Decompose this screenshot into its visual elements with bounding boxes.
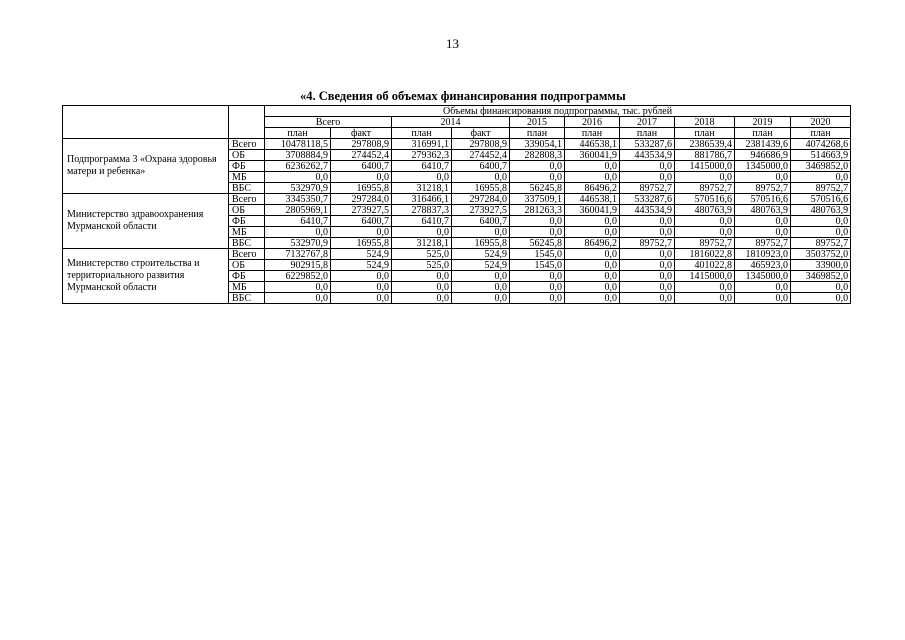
table-cell: 6236262,7 [265,161,331,172]
table-cell: 0,0 [620,260,675,271]
table-cell: 16955,8 [452,183,510,194]
funding-source-code: ОБ [229,150,265,161]
table-cell: 525,0 [392,249,452,260]
table-cell: 16955,8 [331,183,392,194]
table-cell: 274452,4 [452,150,510,161]
table-cell: 279362,3 [392,150,452,161]
table-cell: 0,0 [565,249,620,260]
table-row [63,194,851,205]
table-cell: 443534,9 [620,150,675,161]
header-sub: план [675,128,735,139]
funding-source-code: ВБС [229,293,265,304]
table-cell: 0,0 [620,227,675,238]
table-cell: 6410,7 [265,216,331,227]
table-cell: 297808,9 [331,139,392,150]
table-cell: 532970,9 [265,238,331,249]
header-period: Всего [265,117,392,128]
table-cell: 0,0 [452,172,510,183]
table-cell: 0,0 [452,227,510,238]
table-cell: 4074268,6 [791,139,851,150]
table-cell: 360041,9 [565,150,620,161]
table-cell: 443534,9 [620,205,675,216]
table-cell: 0,0 [735,216,791,227]
funding-source-code: МБ [229,227,265,238]
table-cell: 0,0 [791,293,851,304]
table-cell: 339054,1 [510,139,565,150]
table-cell: 316466,1 [392,194,452,205]
table-cell: 533287,6 [620,139,675,150]
table-cell: 0,0 [331,271,392,282]
header-period: 2019 [735,117,791,128]
table-cell: 0,0 [510,172,565,183]
table-cell: 0,0 [735,282,791,293]
table-cell: 273927,5 [331,205,392,216]
table-cell: 297284,0 [331,194,392,205]
table-cell: 0,0 [392,293,452,304]
funding-source-code: МБ [229,282,265,293]
table-cell: 525,0 [392,260,452,271]
table-cell: 6400,7 [331,161,392,172]
table-cell: 0,0 [265,293,331,304]
table-cell: 3469852,0 [791,271,851,282]
table-cell: 16955,8 [452,238,510,249]
table-cell: 282808,3 [510,150,565,161]
header-period: 2017 [620,117,675,128]
table-cell: 1545,0 [510,260,565,271]
table-cell: 89752,7 [791,238,851,249]
table-cell: 570516,6 [791,194,851,205]
table-cell: 31218,1 [392,183,452,194]
table-cell: 6229852,0 [265,271,331,282]
table-cell: 480763,9 [675,205,735,216]
table-cell: 6400,7 [331,216,392,227]
table-cell: 532970,9 [265,183,331,194]
table-cell: 0,0 [392,282,452,293]
table-cell: 0,0 [392,227,452,238]
table-cell: 337509,1 [510,194,565,205]
header-sub: план [735,128,791,139]
funding-source-code: ОБ [229,260,265,271]
table-cell: 524,9 [331,249,392,260]
funding-source-code: МБ [229,172,265,183]
table-cell: 16955,8 [331,238,392,249]
section-title: «4. Сведения об объемах финансирования подпрограммы [300,89,626,103]
header-period: 2015 [510,117,565,128]
table-cell: 89752,7 [735,183,791,194]
table-cell: 89752,7 [620,238,675,249]
table-cell: 0,0 [565,293,620,304]
table-row [63,139,851,150]
table-cell: 3503752,0 [791,249,851,260]
table-cell: 0,0 [620,161,675,172]
table-cell: 360041,9 [565,205,620,216]
funding-source-code: Всего [229,139,265,150]
table-cell: 465923,0 [735,260,791,271]
table-cell: 0,0 [510,161,565,172]
table-cell: 0,0 [565,172,620,183]
table-cell: 0,0 [510,227,565,238]
table-cell: 281263,3 [510,205,565,216]
table-cell: 514663,9 [791,150,851,161]
table-cell: 1415000,0 [675,161,735,172]
table-cell: 524,9 [331,260,392,271]
table-cell: 316991,1 [392,139,452,150]
table-cell: 0,0 [565,271,620,282]
table-cell: 0,0 [735,293,791,304]
table-body [63,139,851,304]
table-cell: 86496,2 [565,238,620,249]
table-cell: 31218,1 [392,238,452,249]
table-cell: 0,0 [331,282,392,293]
table-cell: 3469852,0 [791,161,851,172]
header-sub: план [265,128,331,139]
table-header [63,106,851,139]
table-cell: 297284,0 [452,194,510,205]
table-cell: 0,0 [735,227,791,238]
funding-source-code: ВБС [229,238,265,249]
table-cell: 1415000,0 [675,271,735,282]
table-cell: 0,0 [565,260,620,271]
category-label: Министерство строительства и территориального развития Мурманской области [63,249,229,304]
table-row [63,249,851,260]
table-cell: 570516,6 [735,194,791,205]
table-cell: 881786,7 [675,150,735,161]
table-cell: 524,9 [452,249,510,260]
table-cell: 0,0 [620,172,675,183]
table-cell: 0,0 [331,227,392,238]
table-cell: 297808,9 [452,139,510,150]
table-cell: 6410,7 [392,161,452,172]
table-cell: 0,0 [452,282,510,293]
table-cell: 2805969,1 [265,205,331,216]
header-sub: факт [452,128,510,139]
table-cell: 7132767,8 [265,249,331,260]
table-cell: 33900,0 [791,260,851,271]
table-cell: 0,0 [565,282,620,293]
table-cell: 89752,7 [791,183,851,194]
table-cell: 89752,7 [675,238,735,249]
table-cell: 86496,2 [565,183,620,194]
table-cell: 2386539,4 [675,139,735,150]
table-cell: 0,0 [510,216,565,227]
table-cell: 0,0 [510,282,565,293]
table-cell: 0,0 [392,172,452,183]
table-cell: 1545,0 [510,249,565,260]
table-cell: 89752,7 [735,238,791,249]
table-cell: 1345000,0 [735,271,791,282]
table-cell: 0,0 [510,271,565,282]
table-cell: 0,0 [510,293,565,304]
table-cell: 274452,4 [331,150,392,161]
header-blank-code [229,106,265,139]
table-cell: 0,0 [265,227,331,238]
table-cell: 56245,8 [510,183,565,194]
table-cell: 0,0 [791,216,851,227]
table-cell: 273927,5 [452,205,510,216]
funding-source-code: ФБ [229,271,265,282]
table-cell: 0,0 [675,216,735,227]
table-cell: 56245,8 [510,238,565,249]
table-cell: 0,0 [565,161,620,172]
table-cell: 6400,7 [452,216,510,227]
table-cell: 0,0 [735,172,791,183]
table-cell: 0,0 [392,271,452,282]
table-cell: 524,9 [452,260,510,271]
header-main: Объемы финансирования подпрограммы, тыс. рублей [265,106,851,117]
table-cell: 533287,6 [620,194,675,205]
header-blank-category [63,106,229,139]
table-cell: 278837,3 [392,205,452,216]
table-cell: 0,0 [620,249,675,260]
header-sub: план [565,128,620,139]
table-cell: 1810923,0 [735,249,791,260]
table-cell: 0,0 [620,282,675,293]
table-cell: 0,0 [265,282,331,293]
table-cell: 0,0 [620,293,675,304]
table-cell: 446538,1 [565,139,620,150]
table-cell: 0,0 [791,172,851,183]
funding-source-code: ОБ [229,205,265,216]
table-cell: 0,0 [331,172,392,183]
table-cell: 0,0 [452,293,510,304]
header-sub: факт [331,128,392,139]
table-cell: 0,0 [331,293,392,304]
header-sub: план [620,128,675,139]
table-cell: 946686,9 [735,150,791,161]
funding-source-code: Всего [229,194,265,205]
table-cell: 10478118,5 [265,139,331,150]
table-cell: 401022,8 [675,260,735,271]
header-period: 2014 [392,117,510,128]
table-cell: 0,0 [565,227,620,238]
table-cell: 480763,9 [791,205,851,216]
table-cell: 6410,7 [392,216,452,227]
table-cell: 480763,9 [735,205,791,216]
funding-source-code: ВБС [229,183,265,194]
table-cell: 89752,7 [620,183,675,194]
table-cell: 446538,1 [565,194,620,205]
table-cell: 6400,7 [452,161,510,172]
table-cell: 902915,8 [265,260,331,271]
header-sub: план [510,128,565,139]
category-label: Министерство здравоохранения Мурманской области [63,194,229,249]
funding-source-code: Всего [229,249,265,260]
table-cell: 1345000,0 [735,161,791,172]
financing-table [62,105,851,304]
page-number: 13 [446,36,459,51]
table-cell: 3708884,9 [265,150,331,161]
table-cell: 2381439,6 [735,139,791,150]
funding-source-code: ФБ [229,216,265,227]
table-cell: 0,0 [675,282,735,293]
table-cell: 0,0 [620,216,675,227]
table-cell: 0,0 [265,172,331,183]
table-cell: 0,0 [452,271,510,282]
header-sub: план [392,128,452,139]
header-sub: план [791,128,851,139]
table-cell: 0,0 [675,227,735,238]
table-cell: 3345350,7 [265,194,331,205]
category-label: Подпрограмма 3 «Охрана здоровья матери и ребенка» [63,139,229,194]
table-cell: 0,0 [565,216,620,227]
table-cell: 1816022,8 [675,249,735,260]
table-cell: 0,0 [675,172,735,183]
table-cell: 0,0 [675,293,735,304]
header-period: 2020 [791,117,851,128]
funding-source-code: ФБ [229,161,265,172]
table-cell: 0,0 [620,271,675,282]
table-cell: 570516,6 [675,194,735,205]
table-cell: 89752,7 [675,183,735,194]
table-cell: 0,0 [791,282,851,293]
table-cell: 0,0 [791,227,851,238]
header-period: 2016 [565,117,620,128]
header-period: 2018 [675,117,735,128]
